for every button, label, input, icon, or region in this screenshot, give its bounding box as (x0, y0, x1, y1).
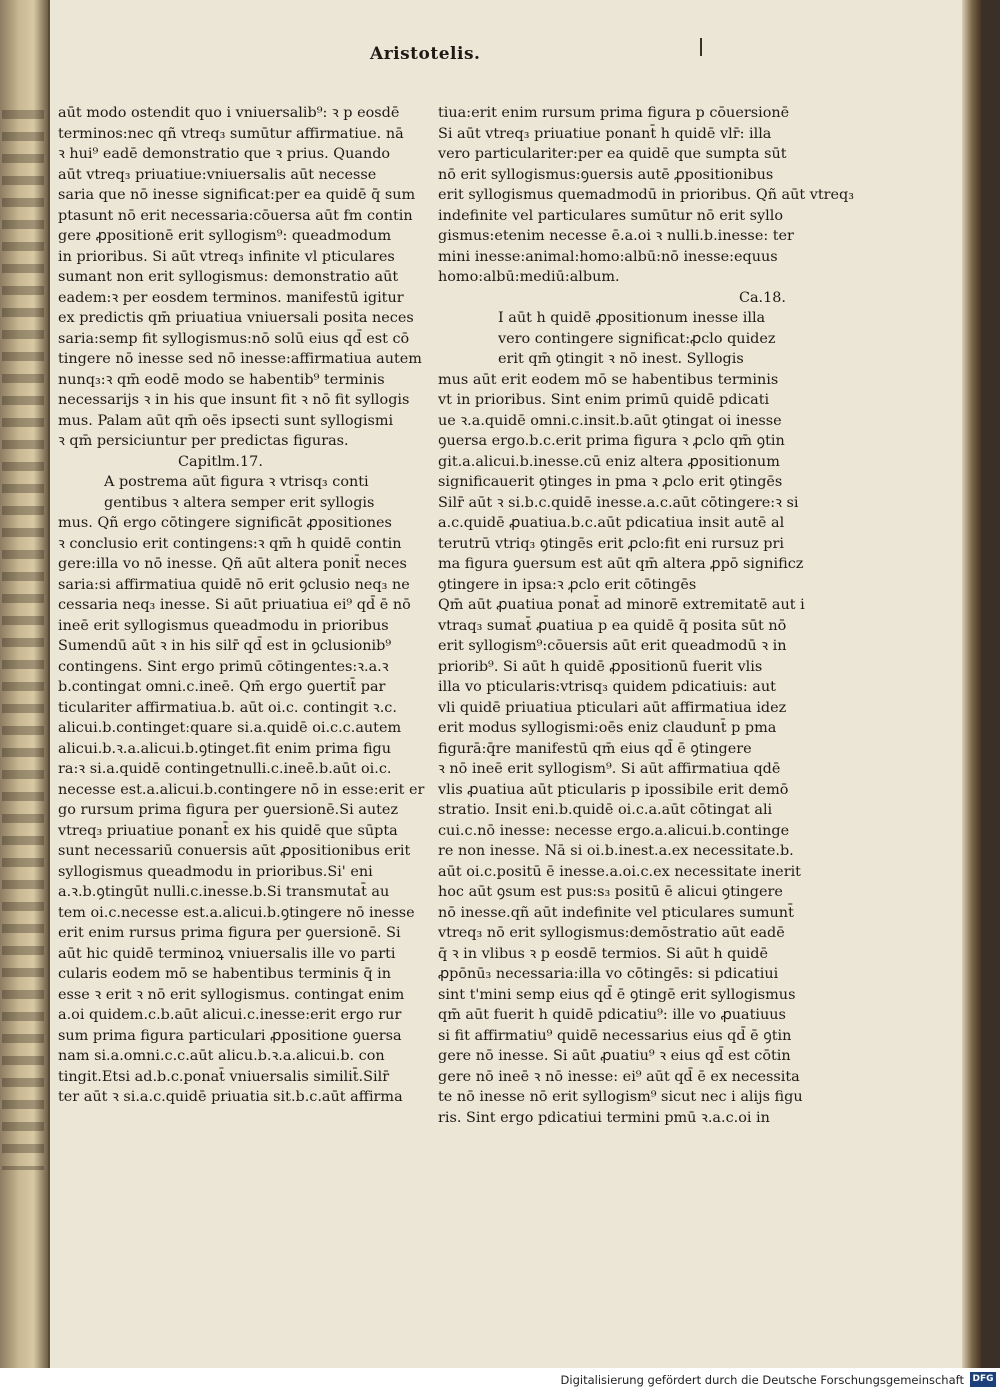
text-line: ꝯtingere in ipsa:ꝛ ꝓclo erit cōtingēs (438, 576, 697, 593)
text-line: stratio. Insit eni.b.quidē oi.c.a.aūt cōtingat ali (438, 802, 773, 818)
text-line: erit qm̄ ꝯtingit ꝛ nō inest. Syllogis (498, 351, 744, 367)
text-line: vero particulariter:per ea quidē que sumpta sūt (438, 146, 787, 162)
text-line: hoc aūt ꝯsum est pus:s₃ positū ē alicui ꝯtingere (438, 884, 783, 900)
text-line: tingit.Etsi ad.b.c.ponat̄ vniuersalis similit̄.Silr̄ (58, 1068, 390, 1085)
text-line: gere ꝓpositionē erit syllogism⁹: queadmodum (58, 228, 392, 244)
text-line: Silr̄ aūt ꝛ si.b.c.quidē inesse.a.c.aūt cōtingere:ꝛ si (438, 494, 799, 511)
text-line: git.a.alicui.b.inesse.cū eniz altera ꝓpositionum (438, 453, 780, 470)
text-line: alicui.b.contingetːquare si.a.quidē oi.c.c.autem (58, 720, 402, 736)
text-line: alicui.b.ꝛ.a.alicui.b.ꝯtinget.fit enim prima figu (58, 740, 392, 757)
text-line: significauerit ꝯtinges in pma ꝛ ꝓclo erit ꝯtingēs (438, 474, 783, 490)
text-line: contingens. Sint ergo primū cōtingentes:ꝛ.a.ꝛ (58, 658, 389, 675)
text-line: ue ꝛ.a.quidē omni.c.insit.b.aūt ꝯtingat oi inesse (438, 412, 782, 429)
text-line: gere nō ineē ꝛ nō inesse: ei⁹ aūt qd̄ ē ex necessita (438, 1068, 800, 1085)
text-line: vlis ꝓuatiua aūt pticularis p ipossibile erit demō (438, 781, 789, 798)
text-line: go rursum prima figura per ꝯuersionē.Si autez (58, 802, 399, 818)
text-line: Qm̄ aūt ꝓuatiua ponat̄ ad minorē extremitatē aut i (438, 597, 805, 613)
page-edge (962, 0, 982, 1368)
text-line: homo:albū:mediū:album. (438, 269, 620, 285)
text-line: ra:ꝛ si.a.quidē contingetnulli.c.ineē.b.aūt oi.c. (58, 761, 392, 777)
text-line: terutrū vtriq₃ ꝯtingēs erit ꝓclo:fit eni rursuz pri (438, 535, 784, 552)
text-line: gentibus ꝛ altera semper erit syllogis (104, 494, 375, 511)
text-line: gere:illa vo nō inesse. Qñ aūt altera ponit̄ neces (58, 556, 407, 572)
text-line: ineē erit syllogismus queadmodu in prioribus (58, 617, 389, 634)
text-line: a.c.quidē ꝓuatiua.b.c.aūt pdicatiua insit autē al (438, 515, 785, 531)
text-line: A postrema aūt figura ꝛ vtrisq₃ conti (104, 474, 369, 490)
text-line: gismus:etenim necesse ē.a.oi ꝛ nulli.b.inesse: ter (438, 228, 794, 244)
text-line: Capitlm.17. (178, 453, 263, 470)
text-line: vtraq₃ sumat̄ ꝓuatiua p ea quidē q̄ posita sūt nō (438, 617, 787, 634)
text-line: cularis eodem mō se habentibus terminis q̄ in (58, 966, 392, 982)
footer-bar (0, 1368, 1000, 1392)
text-line: eadem:ꝛ per eosdem terminos. manifestū igitur (58, 289, 404, 306)
text-line: aūt oi.c.positū ē inesse.a.oi.c.ex necessitate inerit (438, 863, 801, 880)
text-line: mus. Palam aūt qm̄ oēs ipsecti sunt syllogismi (58, 412, 394, 429)
text-line: erit syllogism⁹:cōuersis aūt erit queadmodū ꝛ in (438, 638, 787, 654)
text-line: illa vo pticularis:vtrisq₃ quidem pdicatiuis: aut (438, 679, 776, 695)
text-line: vero contingere significat:ꝓclo quidez (498, 330, 776, 347)
text-line: tem oi.c.necesse est.a.alicui.b.ꝯtingere nō inesse (58, 904, 415, 921)
text-line: sumant non erit syllogismus: demonstratio aūt (58, 269, 399, 285)
text-line: tiua:erit enim rursum prima figura p cōuersionē (438, 105, 790, 121)
text-line: ris. Sint ergo pdicatiui termini pmū ꝛ.a.c.oi in (438, 1109, 770, 1126)
text-line: vtreq₃ priuatiue ponant̄ ex his quidē que sūpta (58, 822, 398, 839)
text-line: nō inesse.qñ aūt indefinite vel pticulares sumunt̄ (438, 904, 794, 921)
text-line: a.oi quidem.c.b.aūt alicui.c.inesse:erit ergo rur (58, 1007, 402, 1023)
text-line: ma figura ꝯuersum est aūt qm̄ altera ꝓpō significz (438, 556, 804, 572)
text-line: qm̄ aūt fuerit h quidē pdicatiu⁹: ille vo ꝓuatiuus (438, 1007, 786, 1023)
running-head: Aristotelis. (370, 44, 481, 64)
dfg-logo: DFG (970, 1372, 996, 1387)
text-line: figurā:q̄re manifestū qm̄ eius qd̄ ē ꝯtingere (438, 740, 752, 757)
text-line: sunt necessariū conuersis aūt ꝓpositionibus erit (58, 843, 411, 859)
text-line: ꝓpōnū₃ necessaria:illa vo cōtingēs: si pdicatiui (438, 966, 779, 982)
text-line: erit syllogismus quemadmodū in prioribus. Qñ aūt vtreq₃ (438, 187, 855, 203)
text-line: I aūt h quidē ꝓpositionum inesse illa (498, 310, 766, 326)
text-line: erit modus syllogismi:oēs eniz claudunt̄ p pma (438, 720, 777, 736)
text-line: aūt modo ostendit quo i vniuersalib⁹: ꝛ p eosdē (58, 105, 400, 121)
text-line: syllogismus queadmodu in prioribus.Si' eni (58, 863, 373, 880)
text-line: aūt hic quidē terminoꝝ vniuersalis ille vo parti (58, 945, 396, 962)
text-line: terminos:nec qñ vtreq₃ sumūtur affirmatiue. nā (58, 125, 404, 142)
text-line: saria:si affirmatiua quidē nō erit ꝯclusio neq₃ ne (58, 576, 410, 593)
text-line: re non inesse. Nā si oi.b.inest.a.ex necessitate.b. (438, 843, 794, 859)
text-line: ꝛ qm̄ persiciuntur per predictas figuras. (58, 433, 349, 449)
facing-page-text-fragment (2, 110, 44, 1170)
text-line: ꝯuersa ergo.b.c.erit prima figura ꝛ ꝓclo qm̄ ꝯtin (438, 433, 785, 449)
text-line: gere nō inesse. Si aūt ꝓuatiu⁹ ꝛ eius qd̄ est cōtin (438, 1048, 791, 1064)
text-line: ex predictis qm̄ priuatiua vniuersali posita neces (58, 310, 414, 326)
text-line: Ca.18. (738, 289, 786, 306)
text-line: si fit affirmatiu⁹ quidē necessarius eius qd̄ ē ꝯtin (438, 1027, 792, 1044)
text-line: mini inesse:animal:homo:albū:nō inesse:equus (438, 248, 778, 265)
text-line: sint t'mini semp eius qd̄ ē ꝯtingē erit syllogismus (438, 986, 796, 1003)
text-line: vtreq₃ nō erit syllogismus:demōstratio aūt eadē (438, 925, 785, 941)
text-line: erit enim rursus prima figura per ꝯuersionē. Si (58, 925, 401, 941)
text-line: Si aūt vtreq₃ priuatiue ponant̄ h quidē vlr̄: illa (438, 125, 772, 142)
facing-page-fragment (0, 0, 48, 1368)
text-line: esse ꝛ erit ꝛ nō erit syllogismus. contingat enim (58, 986, 405, 1003)
text-line: vli quidē priuatiua pticulari aūt affirmatiua idez (438, 699, 787, 716)
text-column-left (58, 103, 425, 1108)
text-line: priorib⁹. Si aūt h quidē ꝓpositionū fuerit vlis (438, 658, 763, 675)
funding-notice: Digitalisierung gefördert durch die Deutsche Forschungsgemeinschaft (560, 1373, 964, 1387)
text-line: te nō inesse nō erit syllogism⁹ sicut nec i alijs figu (438, 1089, 803, 1105)
text-line: ticulariter affirmatiua.b. aūt oi.c. contingit ꝛ.c. (58, 699, 397, 716)
text-line: nam si.a.omni.c.c.aūt alicu.b.ꝛ.a.alicui.b. con (58, 1048, 385, 1064)
folio-mark (700, 38, 702, 56)
text-line: indefinite vel particulares sumūtur nō erit syllo (438, 207, 784, 224)
text-line: nō erit syllogismus:ꝯuersis autē ꝓpositionibus (438, 166, 774, 183)
text-line: vt in prioribus. Sint enim primū quidē pdicati (438, 392, 770, 408)
text-line: b.contingat omni.c.ineē. Qm̄ ergo ꝯuertit̄ par (58, 679, 386, 695)
text-line: in prioribus. Si aūt vtreq₃ infinite vl pticulares (58, 248, 395, 265)
text-line: necessarijs ꝛ in his que insunt fit ꝛ nō fit syllogis (58, 392, 410, 408)
text-line: a.ꝛ.b.ꝯtingūt nulli.c.inesse.b.Si transmutat̄ au (58, 884, 390, 900)
text-line: aūt vtreq₃ priuatiue:vniuersalis aūt necesse (58, 166, 377, 183)
text-line: cessaria neq₃ inesse. Si aūt priuatiua ei⁹ qd̄ ē nō (58, 597, 411, 613)
text-column-right (438, 103, 855, 1128)
text-line: sum prima figura particulari ꝓpositione ꝯuersa (58, 1027, 402, 1044)
text-line: ꝛ hui⁹ eadē demonstratio que ꝛ prius. Quando (58, 146, 391, 162)
text-line: saria que nō inesse significat:per ea quidē q̄ sum (58, 187, 416, 203)
text-line: mus. Qñ ergo cōtingere significāt ꝓpositiones (58, 515, 392, 531)
text-line: nunq₃:ꝛ qm̄ eodē modo se habentib⁹ terminis (58, 371, 385, 388)
text-line: ꝛ conclusio erit contingens:ꝛ qm̄ h quidē contin (58, 535, 402, 552)
text-line: tingere nō inesse sed nō inesse:affirmatiua autem (58, 351, 422, 367)
text-line: saria:semp fit syllogismus:nō solū eius qd̄ est cō (58, 330, 410, 347)
text-line: cui.c.nō inesse: necesse ergo.a.alicui.b.continge (438, 822, 790, 839)
text-line: ꝛ nō ineē erit syllogism⁹. Si aūt affirmatiua qdē (438, 761, 781, 777)
text-line: necesse est.a.alicui.b.contingere nō in esse:erit er (58, 781, 425, 798)
text-line: q̄ ꝛ in vlibus ꝛ p eosdē termios. Si aūt h quidē (438, 945, 768, 962)
text-line: ptasunt nō erit necessaria:cōuersa aūt fm contin (58, 207, 413, 224)
text-line: ter aūt ꝛ si.a.c.quidē priuatia sit.b.c.aūt affirma (58, 1089, 403, 1105)
text-line: mus aūt erit eodem mō se habentibus terminis (438, 371, 779, 388)
text-line: Sumendū aūt ꝛ in his silr̄ qd̄ est in ꝯclusionib⁹ (58, 638, 392, 654)
